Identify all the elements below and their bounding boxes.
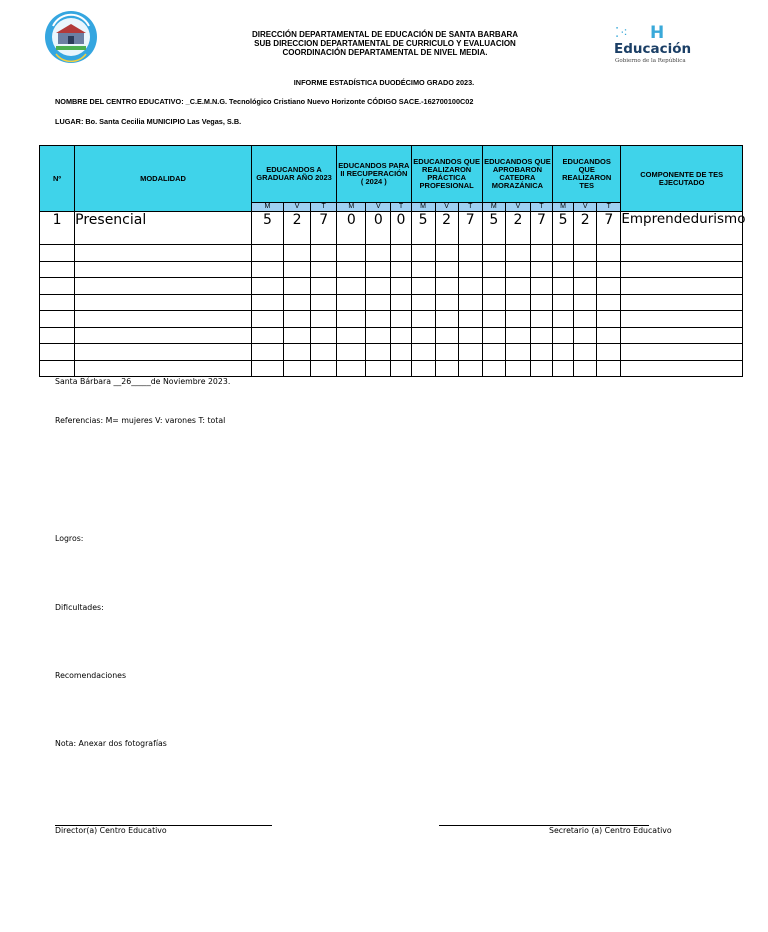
row-modalidad: Presencial bbox=[75, 212, 252, 245]
row-value: 5 bbox=[411, 212, 435, 245]
sub-t: T bbox=[458, 203, 482, 212]
empty-row bbox=[40, 278, 743, 295]
header-catedra: EDUCANDOS QUE APROBARON CATEDRA MORAZÁNICA bbox=[482, 146, 552, 203]
row-value: 7 bbox=[597, 212, 621, 245]
sub-m: M bbox=[482, 203, 505, 212]
row-value: 5 bbox=[251, 212, 283, 245]
sub-m: M bbox=[553, 203, 574, 212]
header-line-1: DIRECCIÓN DEPARTAMENTAL DE EDUCACIÓN DE SANTA BARBARA bbox=[251, 30, 519, 39]
empty-row bbox=[40, 360, 743, 377]
empty-row bbox=[40, 245, 743, 262]
row-value: 2 bbox=[435, 212, 458, 245]
seal-icon bbox=[44, 10, 98, 64]
secretario-label: Secretario (a) Centro Educativo bbox=[549, 826, 672, 835]
recomendaciones-label: Recomendaciones bbox=[55, 671, 127, 680]
sub-m: M bbox=[251, 203, 283, 212]
header-recuperacion: EDUCANDOS PARA II RECUPERACIÓN ( 2024 ) bbox=[337, 146, 411, 203]
sub-v: V bbox=[574, 203, 597, 212]
sub-t: T bbox=[597, 203, 621, 212]
header-tes: EDUCANDOS QUE REALIZARON TES bbox=[553, 146, 621, 203]
row-value: 7 bbox=[530, 212, 552, 245]
sub-t: T bbox=[391, 203, 411, 212]
sub-v: V bbox=[284, 203, 311, 212]
row-value: 0 bbox=[337, 212, 366, 245]
row-value: 2 bbox=[574, 212, 597, 245]
row-componente: Emprendedurismo bbox=[621, 212, 743, 245]
row-value: 7 bbox=[311, 212, 337, 245]
sub-v: V bbox=[505, 203, 530, 212]
logo-subtitle: Gobierno de la República bbox=[615, 58, 686, 64]
departmental-education-logo bbox=[44, 10, 98, 64]
row-value: 2 bbox=[505, 212, 530, 245]
row-number: 1 bbox=[40, 212, 75, 245]
sub-v: V bbox=[366, 203, 391, 212]
empty-row bbox=[40, 344, 743, 361]
empty-row bbox=[40, 327, 743, 344]
statistics-table bbox=[39, 145, 746, 377]
row-value: 2 bbox=[284, 212, 311, 245]
nota-label: Nota: Anexar dos fotografías bbox=[55, 739, 167, 748]
table-row bbox=[40, 212, 743, 245]
logros-label: Logros: bbox=[55, 534, 84, 543]
dificultades-label: Dificultades: bbox=[55, 603, 104, 612]
header-graduar: EDUCANDOS A GRADUAR AÑO 2023 bbox=[251, 146, 336, 203]
empty-row bbox=[40, 311, 743, 328]
row-value: 5 bbox=[553, 212, 574, 245]
director-label: Director(a) Centro Educativo bbox=[55, 826, 167, 835]
empty-row bbox=[40, 261, 743, 278]
header-line-3: COORDINACIÓN DEPARTAMENTAL DE NIVEL MEDIA. bbox=[282, 48, 488, 57]
row-value: 0 bbox=[366, 212, 391, 245]
logo-dots-icon: ⁚⁖ bbox=[615, 26, 629, 41]
school-line: NOMBRE DEL CENTRO EDUCATIVO: _C.E.M.N.G. Tecnológico Cristiano Nuevo Horizonte CÓDIGO SACE.-162700100C02 bbox=[55, 97, 474, 106]
sub-t: T bbox=[311, 203, 337, 212]
header-number: Nº bbox=[40, 146, 75, 212]
report-title: INFORME ESTADÍSTICA DUODÉCIMO GRADO 2023. bbox=[293, 78, 475, 87]
sub-v: V bbox=[435, 203, 458, 212]
logo-h-icon: H bbox=[650, 23, 665, 43]
place-line: LUGAR: Bo. Santa Cecilia MUNICIPIO Las Vegas, S.B. bbox=[55, 117, 242, 126]
header-modalidad: MODALIDAD bbox=[75, 146, 252, 212]
date-line: Santa Bárbara __26_____de Noviembre 2023. bbox=[55, 377, 231, 386]
row-value: 5 bbox=[482, 212, 505, 245]
header-componente: COMPONENTE DE TES EJECUTADO bbox=[621, 146, 743, 212]
referencias-line: Referencias: M= mujeres V: varones T: total bbox=[55, 416, 226, 425]
row-value: 7 bbox=[458, 212, 482, 245]
header-line-2: SUB DIRECCION DEPARTAMENTAL DE CURRICULO Y EVALUACION bbox=[254, 39, 516, 48]
logo-wordmark: Educación bbox=[614, 41, 692, 57]
educacion-logo bbox=[612, 23, 696, 70]
sub-m: M bbox=[337, 203, 366, 212]
sub-t: T bbox=[530, 203, 552, 212]
row-value: 0 bbox=[391, 212, 411, 245]
sub-m: M bbox=[411, 203, 435, 212]
header-practica: EDUCANDOS QUE REALIZARON PRÁCTICA PROFESIONAL bbox=[411, 146, 482, 203]
empty-row bbox=[40, 294, 743, 311]
